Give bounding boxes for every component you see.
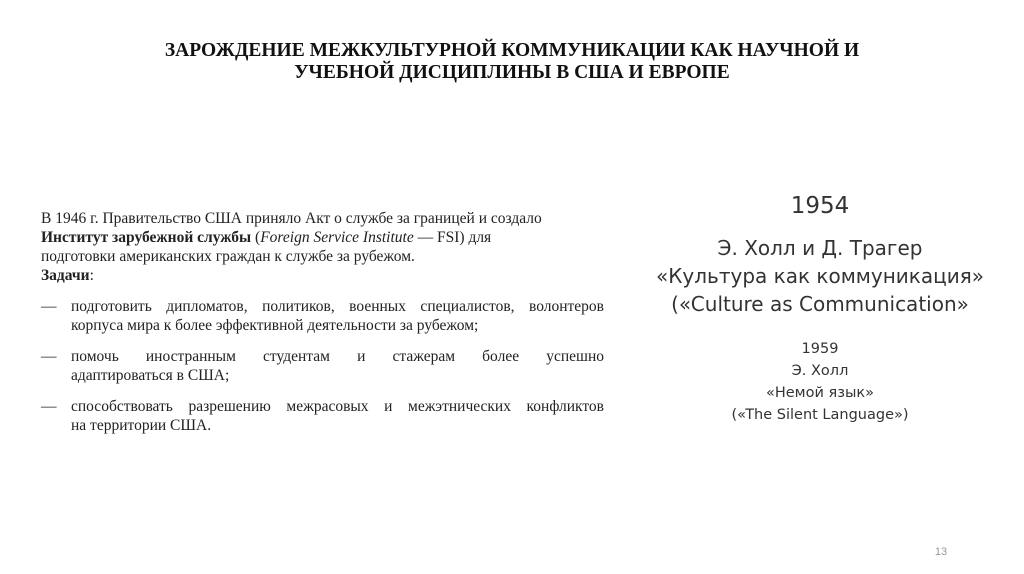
tasks-colon: : bbox=[89, 267, 94, 284]
task-line: помочь иностранным студентам и стажерам более успешно bbox=[71, 348, 604, 365]
intro-line-2 bbox=[41, 228, 604, 247]
author-1959: Э. Холл bbox=[791, 363, 849, 379]
fsi-abbr: — FSI) для bbox=[413, 229, 492, 246]
book-1959-en: («The Silent Language») bbox=[731, 407, 909, 423]
title-line-1: ЗАРОЖДЕНИЕ МЕЖКУЛЬТУРНОЙ КОММУНИКАЦИИ КАК НАУЧНОЙ И bbox=[164, 40, 860, 61]
institute-name-en: Foreign Service Institute bbox=[260, 229, 414, 246]
intro-line-1: В 1946 г. Правительство США приняло Акт о службе за границей и создало bbox=[41, 210, 542, 227]
authors-1954: Э. Холл и Д. Трагер bbox=[717, 236, 923, 260]
task-item bbox=[41, 397, 604, 435]
task-item bbox=[41, 347, 604, 385]
book-1954-ru: «Культура как коммуникация» bbox=[655, 264, 985, 288]
tasks-heading bbox=[41, 266, 604, 285]
task-dash: — bbox=[41, 298, 57, 315]
task-line: корпуса мира к более эффективной деятельности за рубежом; bbox=[71, 317, 479, 334]
title-line-2: УЧЕБНОЙ ДИСЦИПЛИНЫ В США И ЕВРОПЕ bbox=[294, 62, 730, 83]
tasks-label: Задачи bbox=[41, 267, 90, 284]
book-1959-ru: «Немой язык» bbox=[765, 385, 875, 401]
right-text-block bbox=[620, 186, 1020, 426]
task-line: адаптироваться в США; bbox=[71, 367, 230, 384]
task-dash: — bbox=[41, 398, 57, 415]
task-dash: — bbox=[41, 348, 57, 365]
task-item bbox=[41, 297, 604, 335]
year-1954: 1954 bbox=[790, 193, 850, 219]
left-text-block bbox=[41, 209, 604, 435]
page-number: 13 bbox=[934, 546, 948, 558]
intro-line-3: подготовки американских граждан к службе за рубежом. bbox=[41, 248, 415, 265]
book-1954-en: («Culture as Communication» bbox=[671, 292, 969, 316]
institute-name: Институт зарубежной службы bbox=[41, 229, 252, 246]
year-1959: 1959 bbox=[801, 341, 839, 357]
paren-open: ( bbox=[251, 229, 261, 246]
task-line: на территории США. bbox=[71, 417, 212, 434]
task-line: способствовать разрешению межрасовых и межэтнических конфликтов bbox=[71, 398, 604, 415]
slide-title bbox=[80, 40, 944, 84]
task-line: подготовить дипломатов, политиков, военных специалистов, волонтеров bbox=[71, 298, 604, 315]
